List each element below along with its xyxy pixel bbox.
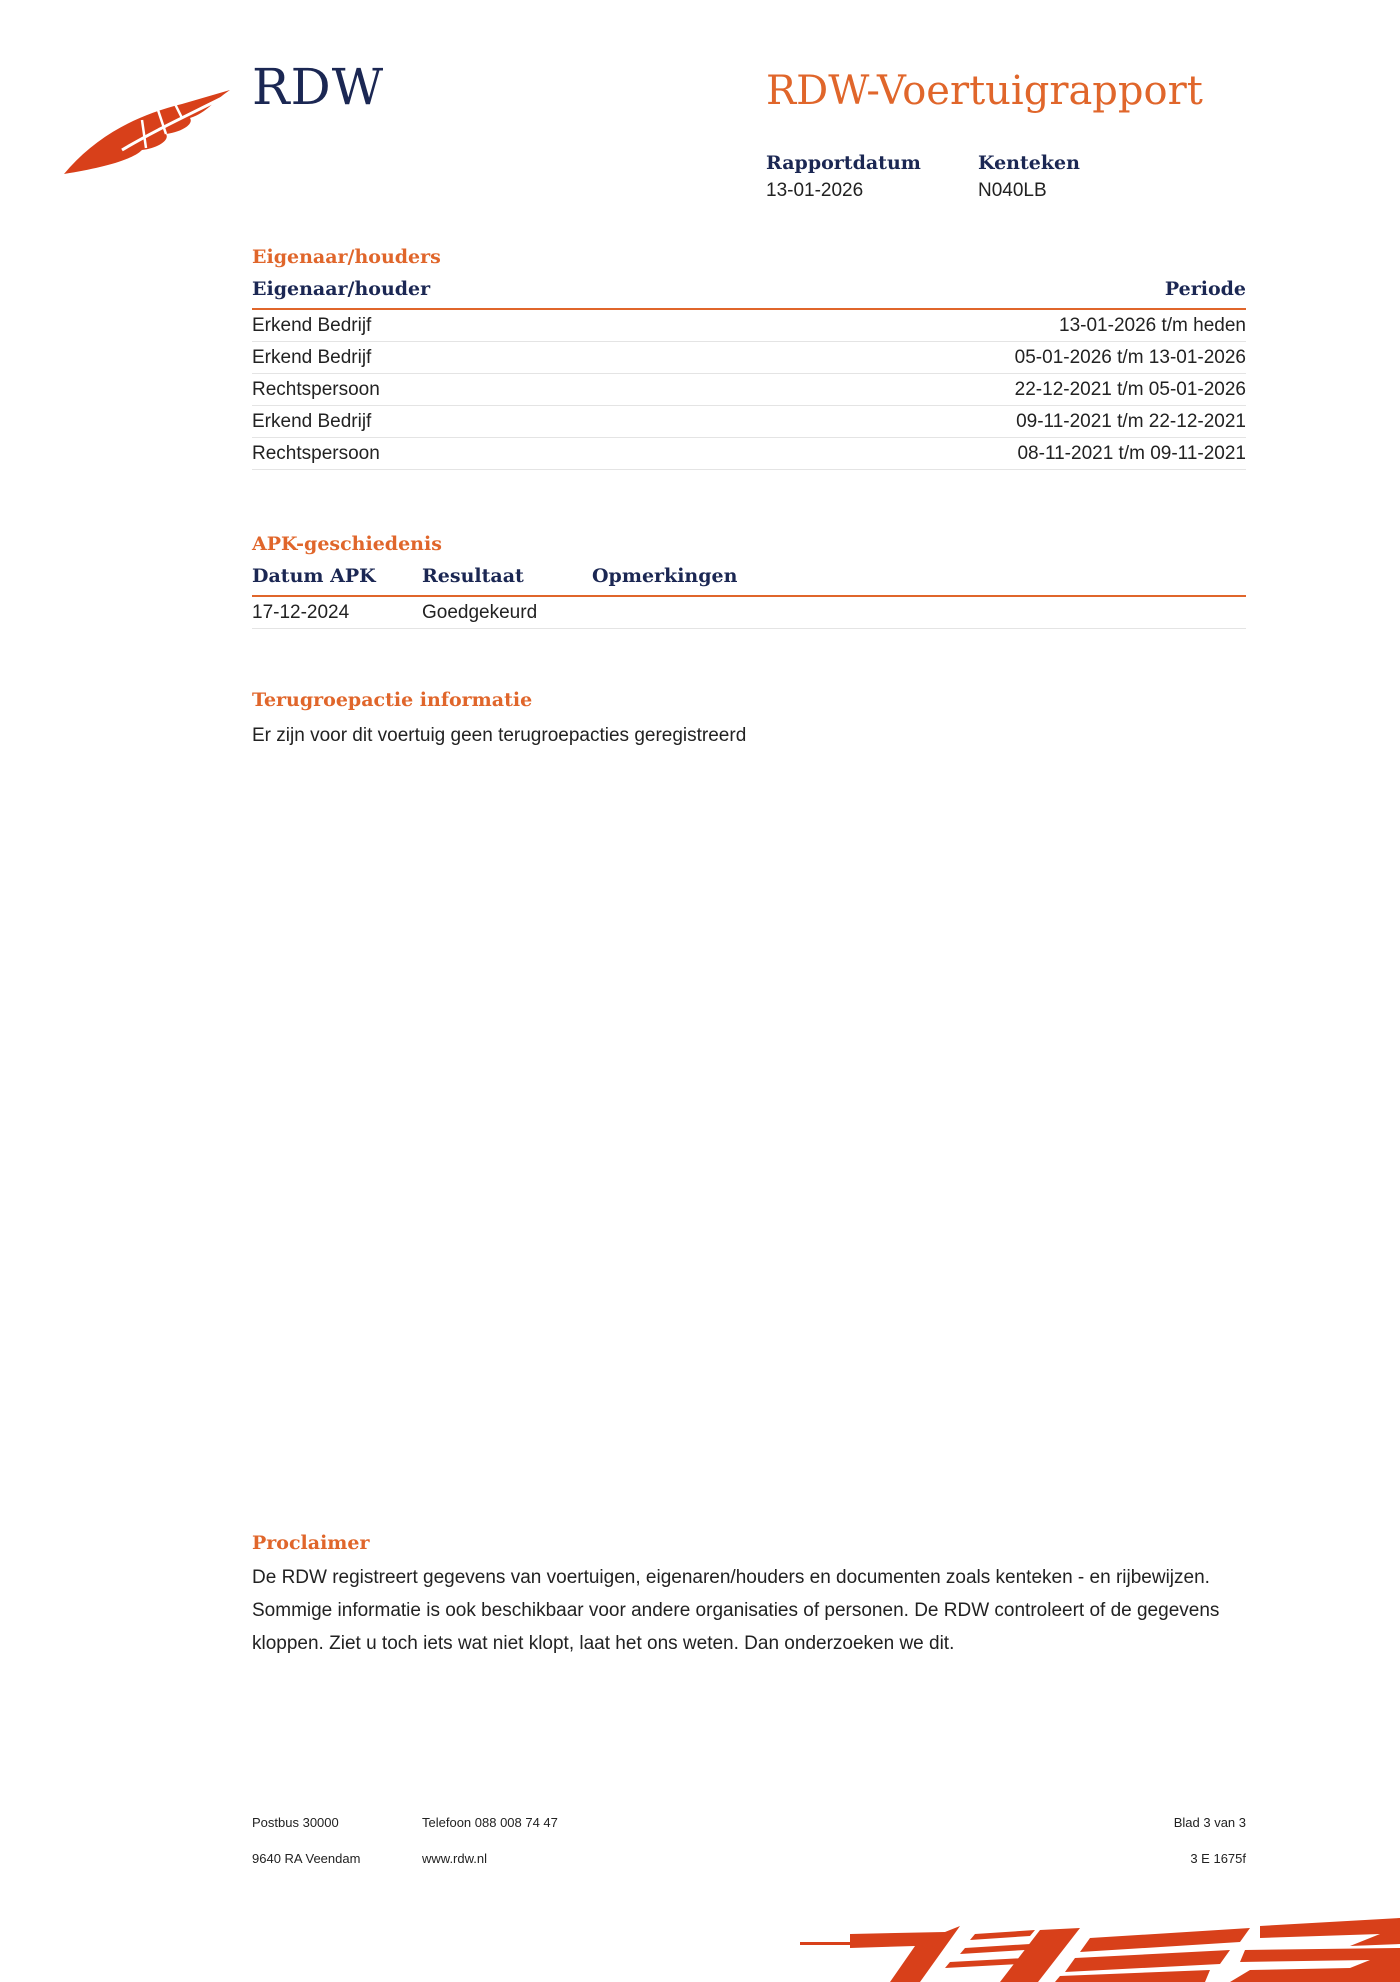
owner-cell: Erkend Bedrijf [252, 314, 372, 336]
report-title: RDW-Voertuigrapport [766, 68, 1203, 114]
owners-section-title: Eigenaar/houders [252, 246, 441, 268]
footer-website-link[interactable]: www.rdw.nl [422, 1851, 488, 1866]
footer-document-code: 3 E 1675f [1190, 1851, 1246, 1866]
owner-cell: Rechtspersoon [252, 442, 380, 464]
period-cell: 09-11-2021 t/m 22-12-2021 [1016, 410, 1246, 432]
table-row [252, 438, 1246, 470]
footer-phone: Telefoon 088 008 74 47 [422, 1815, 558, 1830]
owners-table-header [252, 278, 1246, 310]
owners-table [252, 278, 1246, 470]
period-column-header: Periode [1164, 278, 1246, 300]
decorative-stripes-icon [790, 1904, 1400, 1982]
period-cell: 08-11-2021 t/m 09-11-2021 [1017, 442, 1246, 464]
apk-result-column-header: Resultaat [422, 565, 524, 587]
footer-postbus: Postbus 30000 [252, 1815, 339, 1830]
period-cell: 13-01-2026 t/m heden [1059, 314, 1246, 336]
table-row [252, 597, 1246, 629]
apk-date-column-header: Datum APK [252, 565, 376, 587]
logo-text: RDW [252, 58, 385, 116]
table-row [252, 374, 1246, 406]
license-plate-value: N040LB [978, 180, 1047, 201]
report-date-label: Rapportdatum [766, 152, 921, 174]
footer-city: 9640 RA Veendam [252, 1851, 361, 1866]
owner-cell: Erkend Bedrijf [252, 410, 372, 432]
owner-cell: Rechtspersoon [252, 378, 380, 400]
recall-section-title: Terugroepactie informatie [252, 689, 533, 711]
period-cell: 05-01-2026 t/m 13-01-2026 [1014, 346, 1246, 368]
table-row [252, 342, 1246, 374]
apk-date-cell: 17-12-2024 [252, 601, 350, 623]
table-row [252, 310, 1246, 342]
proclaimer-text: De RDW registreert gegevens van voertuigen, eigenaren/houders en documenten zoals kenteken - en rijbewijzen. Sommige informatie is ook beschikbaar voor andere organisaties of personen. De RDW controleert of de gegevens kloppen. Ziet u toch iets wat niet klopt, laat het ons weten. Dan onderzoeken we dit. [252, 1567, 1220, 1654]
proclaimer-title: Proclaimer [252, 1532, 370, 1554]
owner-cell: Erkend Bedrijf [252, 346, 372, 368]
recall-text: Er zijn voor dit voertuig geen terugroepacties geregistreerd [252, 725, 747, 746]
report-date-block [766, 152, 921, 202]
rdw-logo-icon [62, 88, 232, 180]
period-cell: 22-12-2021 t/m 05-01-2026 [1014, 378, 1246, 400]
apk-section-title: APK-geschiedenis [252, 533, 442, 555]
apk-table-header [252, 565, 1246, 597]
report-date-value: 13-01-2026 [766, 180, 864, 201]
apk-remarks-column-header: Opmerkingen [592, 565, 738, 587]
owner-column-header: Eigenaar/houder [252, 278, 431, 300]
footer-page-number: Blad 3 van 3 [1173, 1815, 1246, 1830]
table-row [252, 406, 1246, 438]
license-plate-block [978, 152, 1080, 202]
apk-table [252, 565, 1246, 629]
apk-result-cell: Goedgekeurd [422, 601, 538, 623]
license-plate-label: Kenteken [978, 152, 1080, 174]
